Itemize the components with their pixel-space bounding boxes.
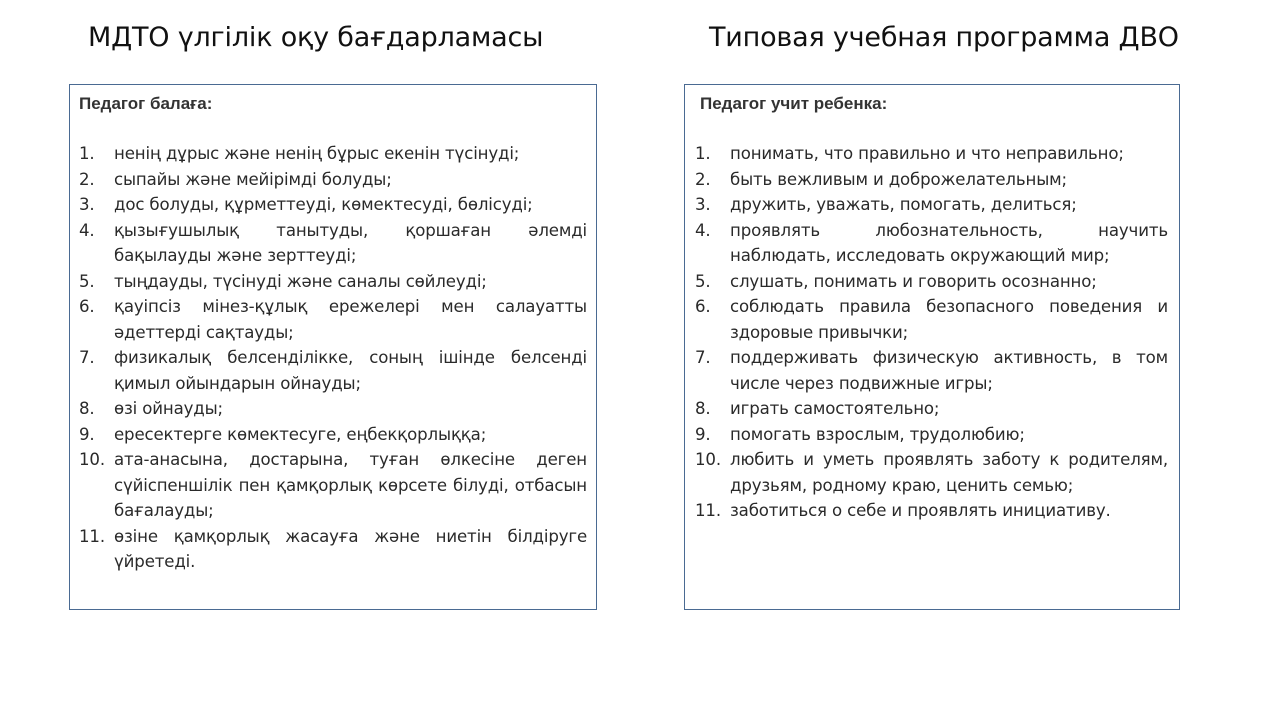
item-number: 8. — [79, 399, 95, 418]
list-item — [695, 218, 1168, 269]
left-items-list — [79, 141, 587, 575]
item-text: сыпайы және мейірімді болуды; — [114, 169, 392, 189]
right-card-heading: Педагог учит ребенка: — [700, 94, 888, 113]
list-item — [695, 396, 1168, 422]
list-item — [695, 345, 1168, 396]
list-item — [695, 167, 1168, 193]
item-text: любить и уметь проявлять заботу к родителям, друзьям, родному краю, ценить семью; — [730, 450, 1168, 495]
item-text: заботиться о себе и проявлять инициативу. — [730, 501, 1111, 520]
item-text: проявлять любознательность, научить наблюдать, исследовать окружающий мир; — [730, 220, 1168, 265]
list-item — [79, 345, 587, 396]
item-number: 6. — [79, 297, 95, 316]
item-number: 11. — [79, 526, 105, 546]
item-text: ересектерге көмектесуге, еңбекқорлыққа; — [114, 424, 487, 444]
left-column-title: МДТО үлгілік оқу бағдарламасы — [88, 22, 544, 53]
list-item — [695, 192, 1168, 218]
list-item — [79, 141, 587, 167]
item-number: 3. — [79, 195, 95, 214]
item-text: қауіпсіз мінез-құлық ережелері мен салауатты әдеттерді сақтауды; — [114, 297, 587, 342]
list-item — [79, 447, 587, 524]
list-item — [695, 294, 1168, 345]
item-number: 1. — [79, 144, 95, 163]
item-text: поддерживать физическую активность, в том числе через подвижные игры; — [730, 348, 1168, 393]
item-number: 3. — [695, 195, 711, 214]
item-number: 10. — [79, 450, 105, 469]
item-number: 5. — [79, 271, 95, 291]
item-number: 4. — [695, 220, 711, 240]
item-text: помогать взрослым, трудолюбию; — [730, 424, 1025, 444]
item-text: физикалық белсенділікке, соның ішінде белсенді қимыл ойындарын ойнауды; — [114, 348, 587, 393]
left-card-heading: Педагог балаға: — [79, 94, 213, 113]
item-text: понимать, что правильно и что неправильно; — [730, 144, 1124, 163]
item-number: 8. — [695, 399, 711, 418]
item-text: слушать, понимать и говорить осознанно; — [730, 271, 1097, 291]
item-number: 2. — [79, 169, 95, 189]
item-number: 11. — [695, 501, 721, 520]
list-item — [79, 422, 587, 448]
item-text: ата-анасына, достарына, туған өлкесіне деген сүйіспеншілік пен қамқорлық көрсете білуді, отбасын бағалауды; — [114, 450, 587, 520]
item-number: 5. — [695, 271, 711, 291]
item-text: дружить, уважать, помогать, делиться; — [730, 195, 1077, 214]
list-item — [695, 498, 1168, 524]
list-item — [695, 269, 1168, 295]
list-item — [79, 396, 587, 422]
item-text: быть вежливым и доброжелательным; — [730, 169, 1067, 189]
right-items-list — [695, 141, 1168, 524]
item-number: 7. — [79, 348, 95, 367]
list-item — [79, 167, 587, 193]
item-number: 2. — [695, 169, 711, 189]
item-text: өзі ойнауды; — [114, 399, 224, 418]
list-item — [79, 524, 587, 575]
item-text: қызығушылық танытуды, қоршаған әлемді бақылауды және зерттеуді; — [114, 220, 587, 265]
list-item — [695, 141, 1168, 167]
right-column-title: Типовая учебная программа ДВО — [709, 22, 1179, 53]
item-number: 10. — [695, 450, 721, 469]
list-item — [695, 422, 1168, 448]
item-number: 7. — [695, 348, 711, 367]
item-text: тыңдауды, түсінуді және саналы сөйлеуді; — [114, 271, 487, 291]
item-number: 6. — [695, 297, 711, 316]
item-number: 1. — [695, 144, 711, 163]
item-number: 9. — [695, 424, 711, 444]
item-text: соблюдать правила безопасного поведения и здоровые привычки; — [730, 297, 1168, 342]
item-text: ненің дұрыс және ненің бұрыс екенін түсінуді; — [114, 144, 520, 163]
right-program-card — [684, 84, 1180, 610]
left-program-card — [69, 84, 597, 610]
list-item — [79, 192, 587, 218]
item-text: дос болуды, құрметтеуді, көмектесуді, бөлісуді; — [114, 195, 533, 214]
list-item — [79, 218, 587, 269]
list-item — [79, 294, 587, 345]
item-number: 4. — [79, 220, 95, 240]
item-number: 9. — [79, 424, 95, 444]
item-text: өзіне қамқорлық жасауға және ниетін білдіруге үйретеді. — [114, 526, 587, 571]
item-text: играть самостоятельно; — [730, 399, 940, 418]
list-item — [695, 447, 1168, 498]
list-item — [79, 269, 587, 295]
